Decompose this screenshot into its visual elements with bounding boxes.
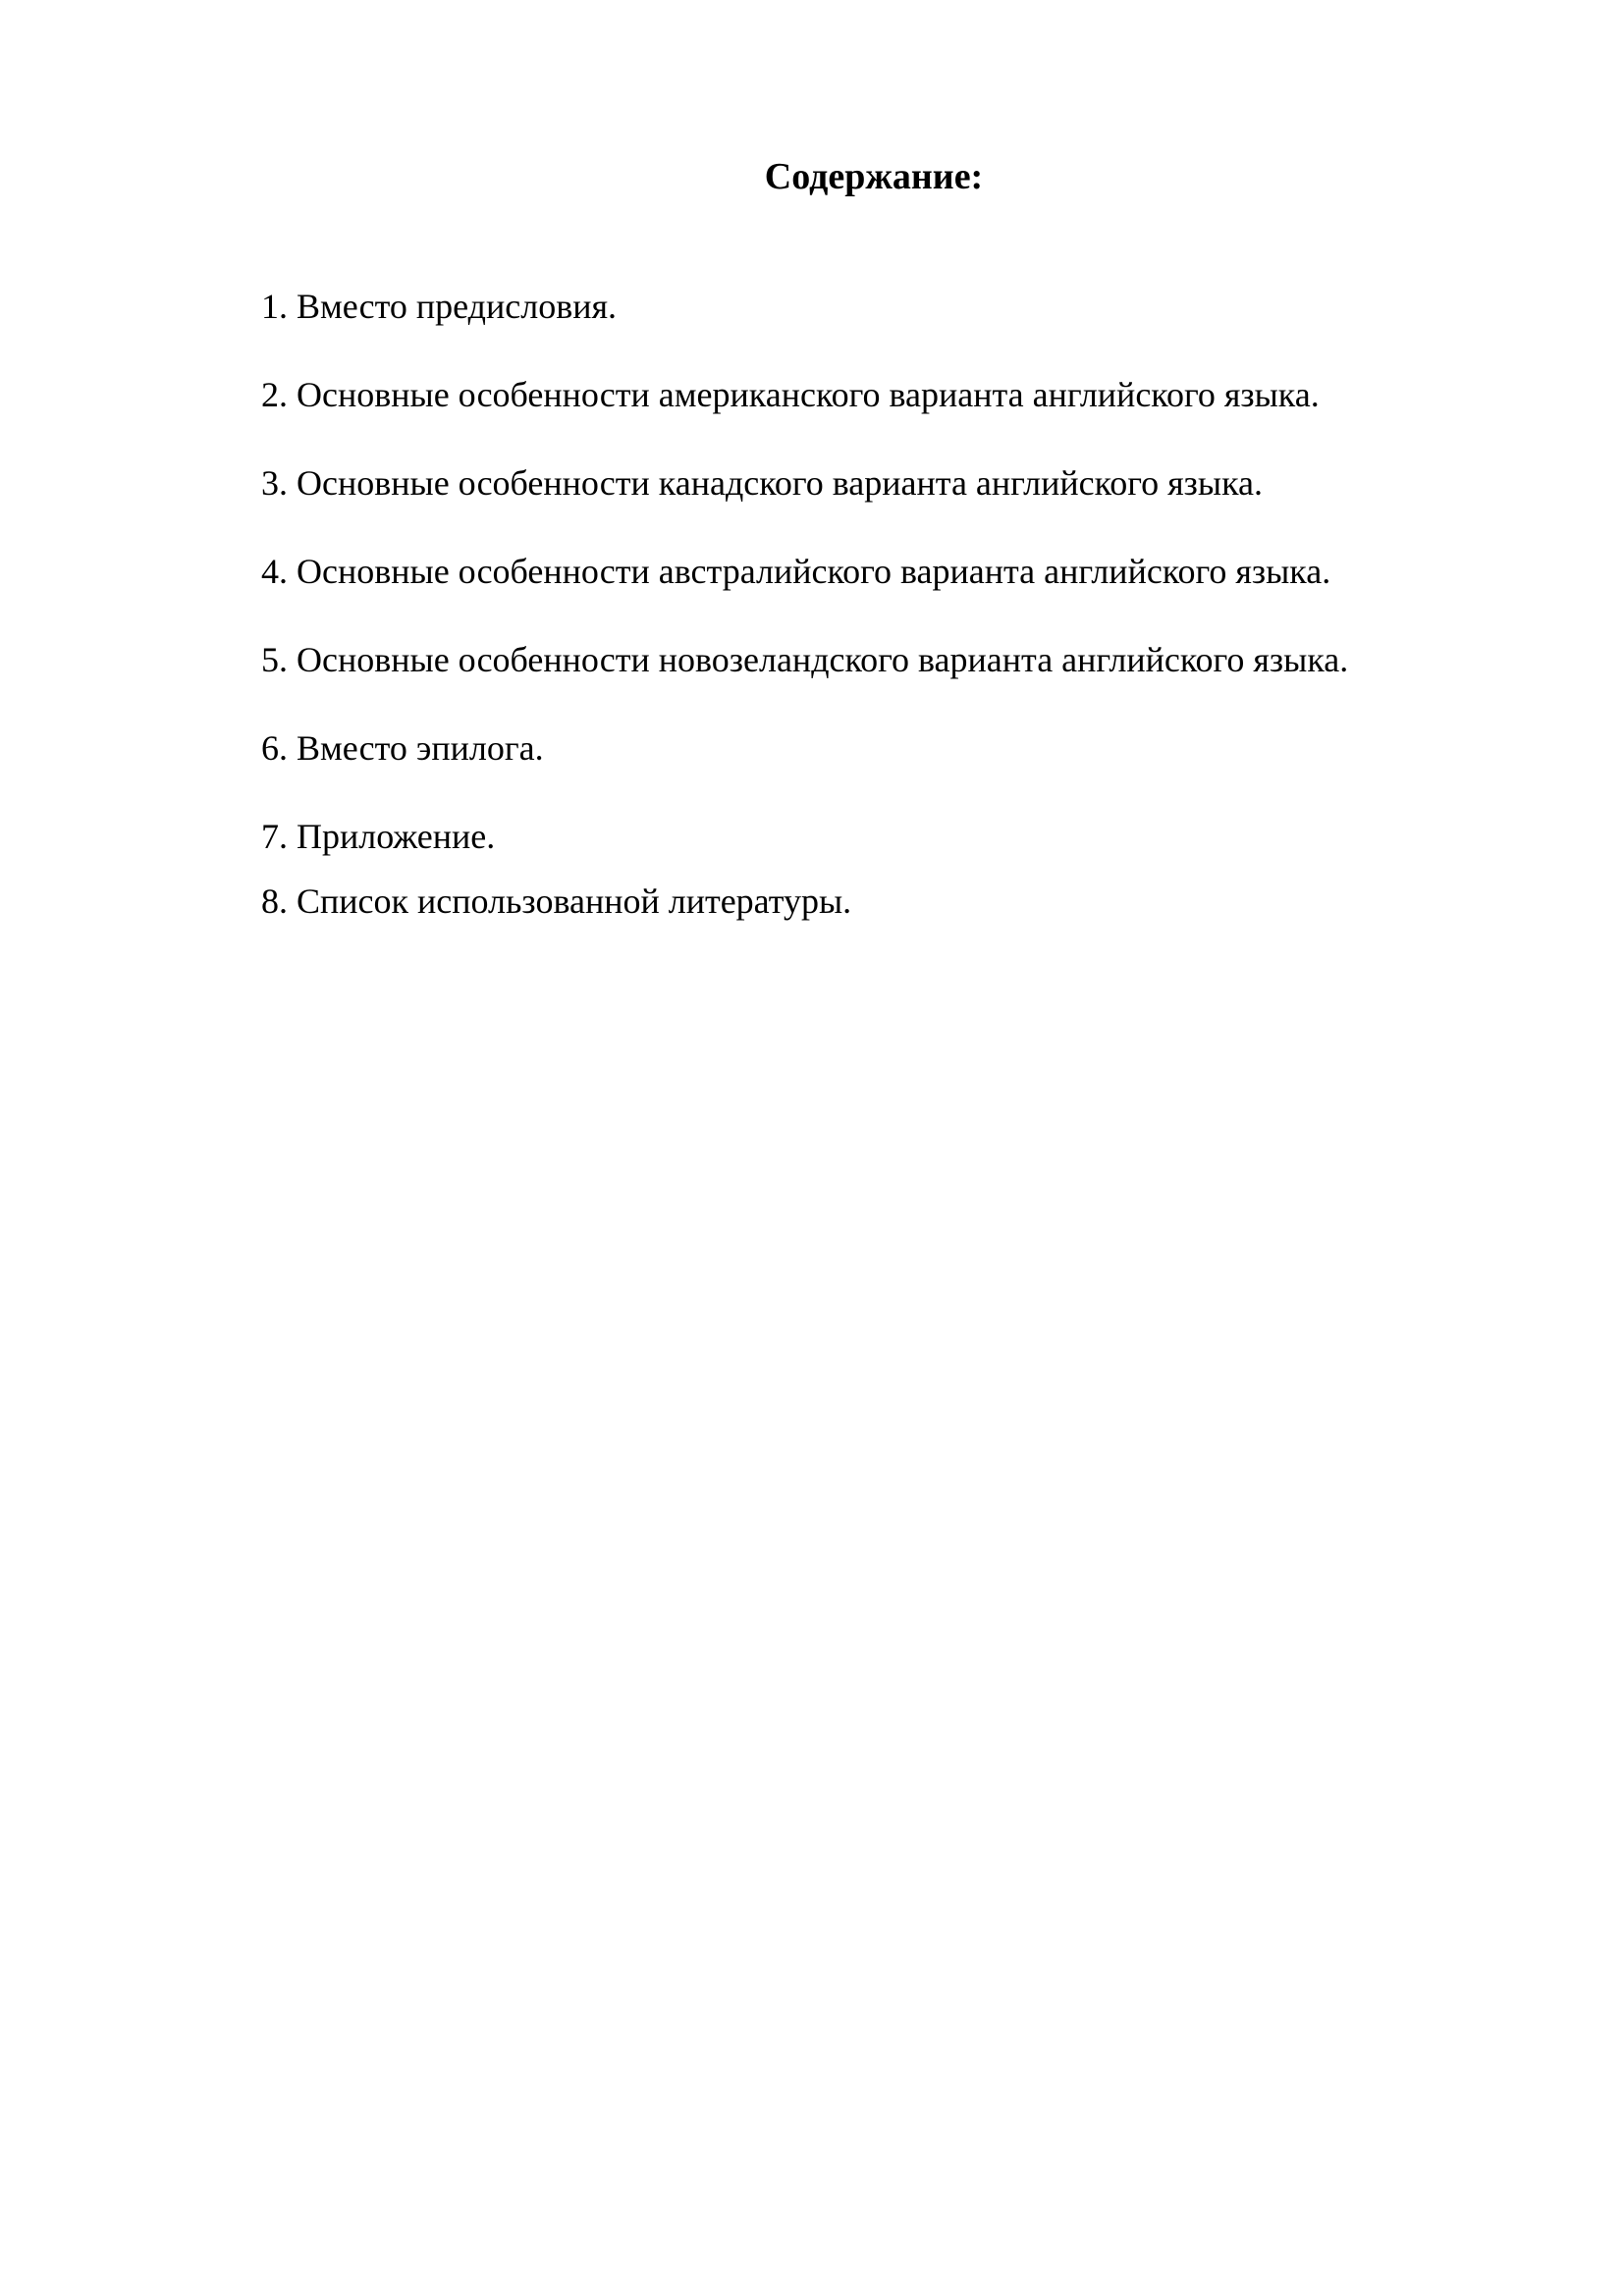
toc-item-7 [261, 815, 1479, 858]
toc-item-4 [261, 550, 1479, 593]
toc-item-3 [261, 461, 1479, 505]
toc-item-text: Основные особенности австралийского варианта английского языка. [297, 552, 1331, 591]
toc-item-text: Вместо предисловия. [297, 287, 618, 326]
toc-item-number: 3. [261, 463, 288, 503]
toc-item-text: Список использованной литературы. [297, 881, 852, 921]
toc-item-1 [261, 285, 1479, 328]
toc-item-text: Приложение. [297, 817, 496, 856]
toc-item-number: 4. [261, 552, 288, 591]
toc-item-number: 5. [261, 640, 288, 679]
toc-item-text: Основные особенности новозеландского варианта английского языка. [297, 640, 1349, 679]
toc-item-6 [261, 726, 1479, 770]
toc-item-number: 6. [261, 728, 288, 768]
toc-item-text: Основные особенности канадского варианта английского языка. [297, 463, 1264, 503]
toc-item-text: Основные особенности американского варианта английского языка. [297, 375, 1320, 414]
toc-item-text: Вместо эпилога. [297, 728, 544, 768]
toc-item-number: 2. [261, 375, 288, 414]
toc-item-2 [261, 373, 1479, 416]
toc-item-8 [261, 880, 1479, 923]
toc-item-5 [261, 638, 1398, 681]
toc-title: Содержание: [764, 156, 984, 197]
toc-item-number: 1. [261, 287, 288, 326]
toc-item-number: 7. [261, 817, 288, 856]
table-of-contents [261, 285, 1479, 923]
toc-item-number: 8. [261, 881, 288, 921]
